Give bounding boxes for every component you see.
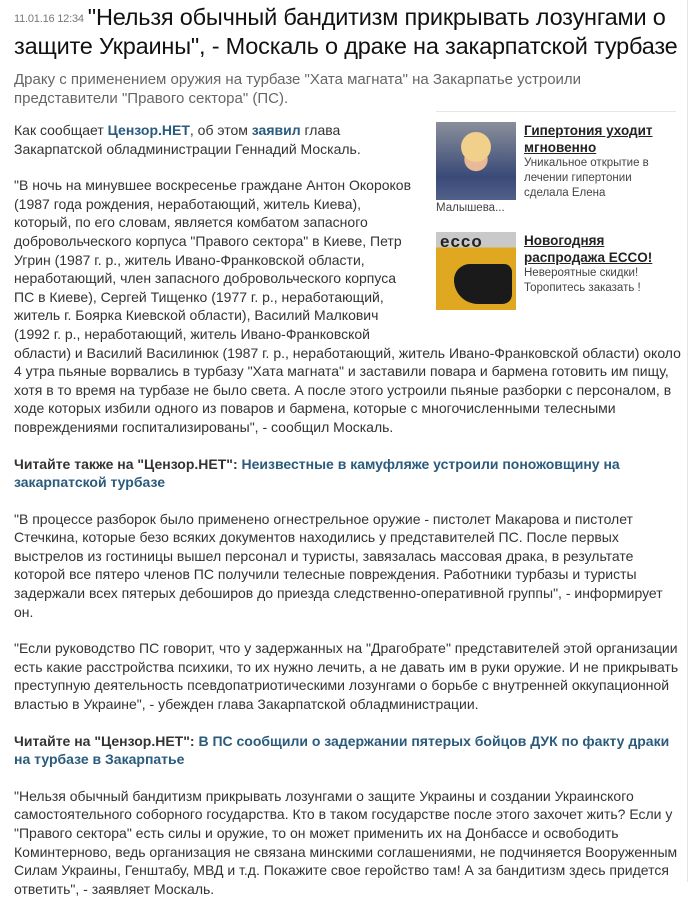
read-also-link[interactable]: В ПС сообщили о задержании пятерых бойцов ДУК по факту драки на турбазе в Закарпатье xyxy=(14,732,670,768)
title-text: "Нельзя обычный бандитизм прикрывать лозунгами о защите Украины", - Москаль о драке на закарпатской турбазе xyxy=(14,4,678,59)
read-also-label: Читайте также на "Цензор.НЕТ": xyxy=(14,455,238,472)
text: глава Закарпатской обладминистрации Геннадий Москаль. xyxy=(14,122,361,157)
text: , об этом xyxy=(189,122,252,138)
article-date: 11.01.16 12:34 xyxy=(14,13,84,25)
paragraph: "Если руководство ПС говорит, что у задержанных на "Драгобрате" представителей этой организации есть какие расстройства психики, то их нужно лечить, а не давать им в руки оружие. И не прикрывать преступную деятельность псевдопатриотическими лозунгами о борьбе с внутренней оккупационной властью в Украине", - убежден глава Закарпатской обладминистрации. xyxy=(14,640,679,713)
ad-description: Уникальное открытие в лечении гипертонии сделала Елена Малышева... xyxy=(436,157,649,214)
article-lead: Драку с применением оружия на турбазе "Хата магната" на Закарпатье устроили представители "Правого сектора" (ПС). xyxy=(14,71,582,107)
ecco-logo: ecco xyxy=(440,232,483,251)
ad-sidebar xyxy=(436,111,676,326)
read-also xyxy=(14,732,681,769)
read-also-label: Читайте на "Цензор.НЕТ": xyxy=(14,732,195,749)
paragraph: "Нельзя обычный бандитизм прикрывать лозунгами о защите Украины и создании Украинского самостоятельного соборного государства. Кто в таком государстве после этого захочет жить? Если у "Правого сектора" есть силы и оружие, то он может применить их на Донбассе и освободить Коминтерново, ведь организация не связана минскими соглашениями, не подчиняется Вооруженным Силам Украины, Генштабу, МВД и т.д. Покажите свое геройство там! А за бандитизм здесь придется ответить", - заявляет Москаль. xyxy=(14,787,678,897)
ad-item[interactable] xyxy=(436,232,676,310)
read-also-link[interactable]: Неизвестные в камуфляже устроили поножовщину на закарпатской турбазе xyxy=(14,455,620,491)
paragraph: "В процессе разборок было применено огнестрельное оружие - пистолет Макарова и пистолет Стечкина, которые безо всяких документов находились у представителей ПС. После первых выстрелов из гостиницы вышел персонал и туристы, завязалась массовая драка, в результате которой все пятеро членов ПС получили телесные повреждения. Работники турбазы и туристы задержали всех пятерых дебоширов до приезда следственно-оперативной группы", - информирует он. xyxy=(14,510,663,620)
text: Как сообщает xyxy=(14,122,108,138)
ad-image[interactable] xyxy=(436,232,516,310)
ad-title-link[interactable]: Новогодняя распродажа ECCO! xyxy=(524,233,653,265)
article-title xyxy=(14,4,681,60)
shoe-image xyxy=(454,264,512,304)
ad-image[interactable] xyxy=(436,122,516,200)
ad-item[interactable] xyxy=(436,122,676,216)
statement-link[interactable]: заявил xyxy=(251,122,301,138)
paragraph: "В ночь на минувшее воскресенье граждане Антон Окороков (1987 года рождения, неработающий, житель Киева), который, по его словам, является комбатом запасного добровольческого корпуса "Правого сектора" в Киеве, Петр Угрин (1987 г. р., житель Ивано-Франковской области, неработающий, член запасного добровольческого корпуса ПС в Киеве), Сергей Тищенко (1977 г. р., неработающий, житель г. Боярка Киевской области), Василий Малкович (1992 г. р., неработающий, житель Ивано-Франковской области) и Василий Василинюк (1987 г. р., неработающий, житель Ивано-Франковской области) около 4 утра пьяные ворвались в турбазу "Хата магната" и заставили повара и бармена готовить им пищу, хотя в то время на турбазе не было света. А после этого устроили пьяные разборки с персоналом, в ходе которых избили одного из поваров и бармена, которые с многочисленными телесными повреждениями госпитализированы", - сообщил Москаль. xyxy=(14,177,681,435)
ad-title-link[interactable]: Гипертония уходит мгновенно xyxy=(524,123,653,155)
ad-description: Невероятные скидки! Торопитесь заказать ! xyxy=(524,267,641,294)
read-also xyxy=(14,455,681,492)
censor-link[interactable]: Цензор.НЕТ xyxy=(107,122,190,138)
